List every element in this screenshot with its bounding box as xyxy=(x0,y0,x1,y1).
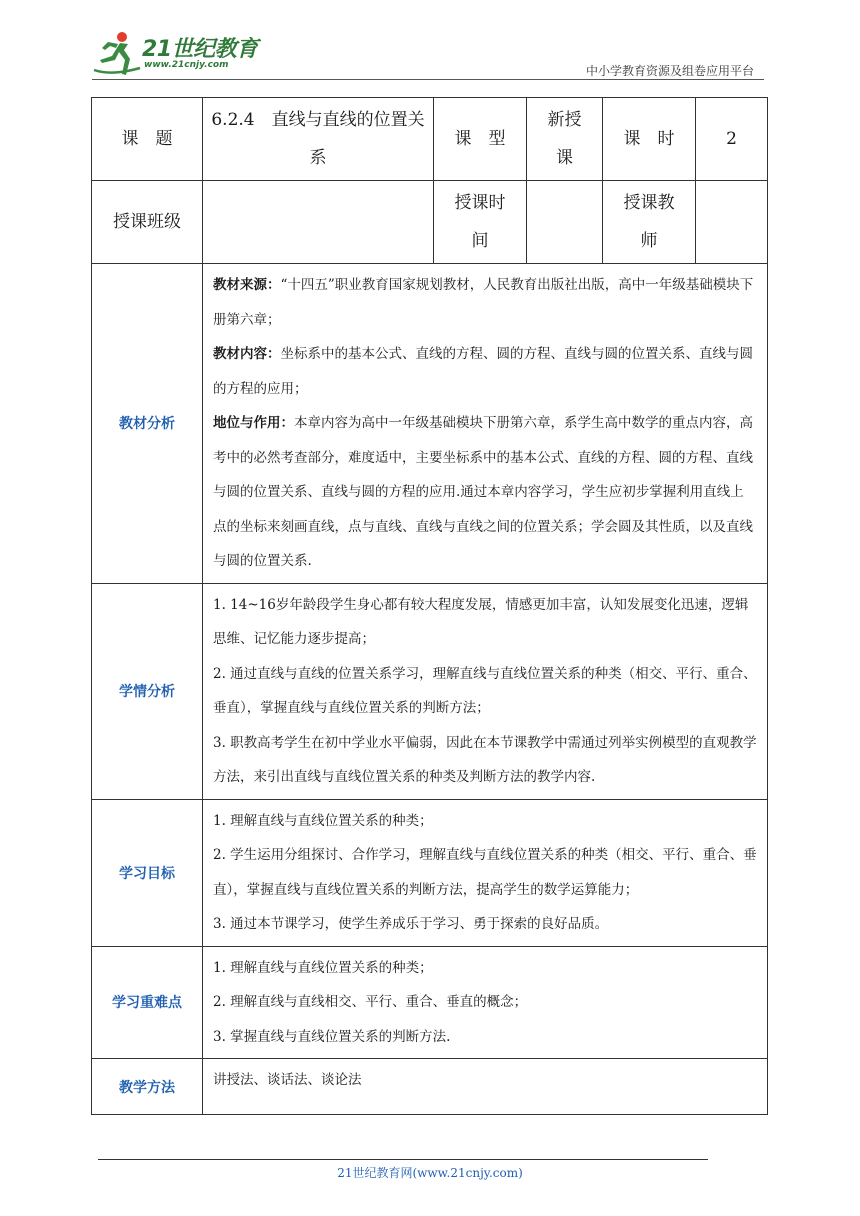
table-row xyxy=(92,98,768,181)
lesson-plan-table xyxy=(91,97,768,1115)
header-divider xyxy=(92,79,764,80)
topic-label: 课 题 xyxy=(92,98,203,181)
source-text: “十四五”职业教育国家规划教材，人民教育出版社出版，高中一年级基础模块下册第六章； xyxy=(213,277,754,328)
footer-divider xyxy=(98,1159,708,1160)
teacher-label: 授课教师 xyxy=(603,181,696,264)
teacher-value xyxy=(696,181,768,264)
logo-url: www.21cnjy.com xyxy=(144,60,229,70)
list-item: 1. 理解直线与直线位置关系的种类； xyxy=(213,812,433,829)
list-item: 1. 理解直线与直线位置关系的种类； xyxy=(213,959,433,976)
source-title: 教材来源： xyxy=(213,277,281,293)
table-row xyxy=(92,1059,768,1115)
list-item: 2. 学生运用分组探讨、合作学习，理解直线与直线位置关系的种类（相交、平行、重合、垂直），掌握直线与直线位置关系的判断方法，提高学生的数学运算能力； xyxy=(213,847,757,898)
role-text: 本章内容为高中一年级基础模块下册第六章，系学生高中数学的重点内容，高考中的必然考查部分，难度适中，主要坐标系中的基本公式、直线的方程、圆的方程、直线与圆的位置关系、直线与圆的方程的应用.通过本章内容学习，学生应初步掌握利用直线上点的坐标来刻画直线，点与直线、直线与直线之间的位置关系；学会圆及其性质，以及直线与圆的位置关系. xyxy=(213,415,753,569)
footer-link[interactable]: 21世纪教育网(www.21cnjy.com) xyxy=(337,1166,523,1180)
class-label: 授课班级 xyxy=(92,181,203,264)
table-row xyxy=(92,799,768,946)
content-text: 坐标系中的基本公式、直线的方程、圆的方程、直线与圆的位置关系、直线与圆的方程的应用； xyxy=(213,346,753,397)
learning-goals-label: 学习目标 xyxy=(92,799,203,946)
learning-goals-content xyxy=(203,799,768,946)
key-points-label: 学习重难点 xyxy=(92,946,203,1059)
content-title: 教材内容： xyxy=(213,346,281,362)
list-item: 3. 职教高考学生在初中学业水平偏弱，因此在本节课教学中需通过列举实例模型的直观教学方法，来引出直线与直线位置关系的种类及判断方法的教学内容. xyxy=(213,734,757,785)
logo-text: 21世纪教育 xyxy=(142,37,258,62)
key-points-content xyxy=(203,946,768,1059)
textbook-analysis-label: 教材分析 xyxy=(92,264,203,584)
hours-label: 课 时 xyxy=(603,98,696,181)
time-label: 授课时间 xyxy=(434,181,527,264)
list-item: 3. 掌握直线与直线位置关系的判断方法. xyxy=(213,1028,451,1045)
table-row xyxy=(92,264,768,584)
table-row xyxy=(92,946,768,1059)
class-value xyxy=(203,181,434,264)
running-figure-logo-icon xyxy=(92,30,144,78)
student-analysis-label: 学情分析 xyxy=(92,583,203,799)
teaching-methods-content: 讲授法、谈话法、谈论法 xyxy=(203,1059,768,1115)
list-item: 1. 14~16岁年龄段学生身心都有较大程度发展，情感更加丰富，认知发展变化迅速，逻辑思维、记忆能力逐步提高； xyxy=(213,596,749,647)
time-value xyxy=(527,181,603,264)
logo xyxy=(92,30,272,80)
list-item: 2. 通过直线与直线的位置关系学习，理解直线与直线位置关系的种类（相交、平行、重合、垂直），掌握直线与直线位置关系的判断方法； xyxy=(213,665,757,716)
hours-value: 2 xyxy=(696,98,768,181)
list-item: 3. 通过本节课学习，使学生养成乐于学习、勇于探索的良好品质。 xyxy=(213,916,609,932)
page-header xyxy=(0,0,860,80)
type-value: 新授课 xyxy=(527,98,603,181)
table-row xyxy=(92,181,768,264)
student-analysis-content xyxy=(203,583,768,799)
role-title: 地位与作用： xyxy=(213,415,294,431)
teaching-methods-label: 教学方法 xyxy=(92,1059,203,1115)
table-row xyxy=(92,583,768,799)
textbook-analysis-content xyxy=(203,264,768,584)
list-item: 2. 理解直线与直线相交、平行、重合、垂直的概念； xyxy=(213,994,528,1010)
topic-value: 6.2.4 直线与直线的位置关系 xyxy=(203,98,434,181)
type-label: 课 型 xyxy=(434,98,527,181)
platform-name: 中小学教育资源及组卷应用平台 xyxy=(585,64,754,78)
